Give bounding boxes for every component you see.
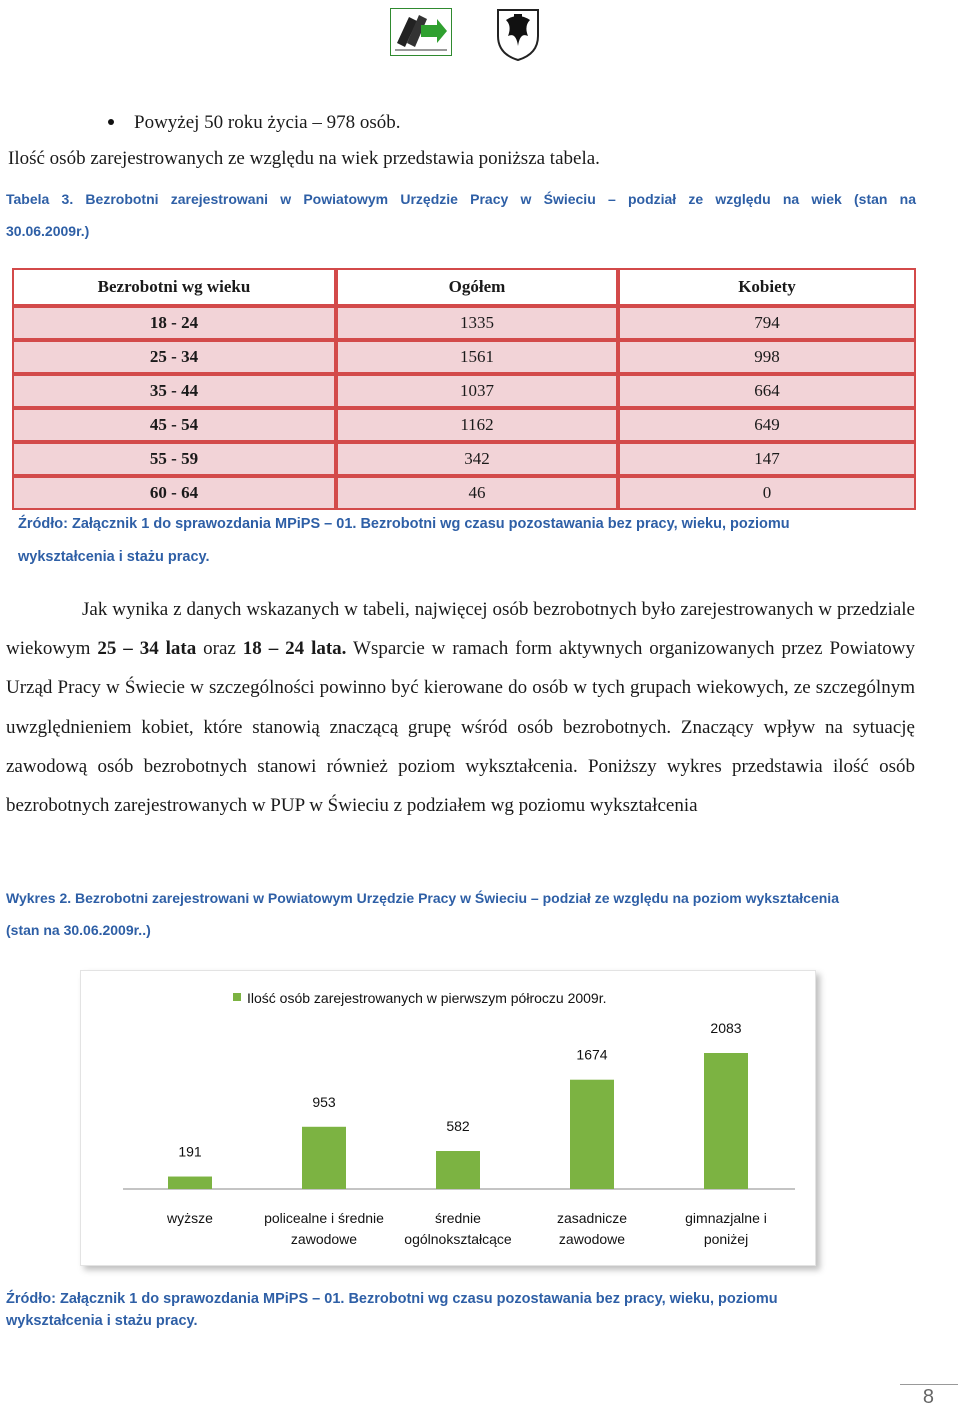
total-cell: 1335 — [336, 306, 618, 340]
age-range-cell: 25 - 34 — [12, 340, 336, 374]
source-line: Źródło: Załącznik 1 do sprawozdania MPiPS – 01. Bezrobotni wg czasu pozostawania bez pracy, wieku, poziomu — [18, 516, 790, 532]
table-header-row — [12, 268, 916, 306]
body-paragraph — [6, 590, 915, 825]
table-row — [12, 476, 916, 510]
age-range-cell: 45 - 54 — [12, 408, 336, 442]
category-label: gimnazjalne i — [685, 1210, 767, 1226]
category-label: zasadnicze — [556, 1210, 628, 1226]
total-cell: 1162 — [336, 408, 618, 442]
paragraph-text: Wsparcie w ramach form aktywnych organizowanych przez Powiatowy Urząd Pracy w Świecie w szczególności powinno być kierowane do osób w tych grupach wiekowych, ze szczególnym uwzględnieniem kobiet, które stanowią znaczącą grupę wśród osób bezrobotnych. Znaczący wpływ na sytuację zawodową osób bezrobotnych stanowi również poziom wykształcenia. Poniższy wykres przedstawia ilość osób bezrobotnych zarejestrowanych w PUP w Świeciu z podziałem wg poziomu wykształcenia — [6, 638, 915, 817]
category-label: policealne i średnie — [264, 1210, 384, 1226]
chart-source-note — [6, 1288, 906, 1332]
women-cell: 147 — [618, 442, 916, 476]
legend-swatch — [233, 993, 241, 1001]
chart-caption: Wykres 2. Bezrobotni zarejestrowani w Powiatowym Urzędzie Pracy w Świeciu – podział ze względu na poziom wykształcenia — [6, 890, 839, 906]
paragraph-highlight: 18 – 24 lata. — [242, 638, 347, 660]
table-row — [12, 306, 916, 340]
paragraph-highlight: 25 – 34 lata — [97, 638, 197, 660]
age-table — [12, 268, 916, 510]
category-label: poniżej — [703, 1231, 749, 1247]
bullet-item — [108, 112, 400, 134]
data-label: 582 — [446, 1118, 470, 1135]
bar — [704, 1053, 748, 1189]
category-label: wyższe — [167, 1210, 213, 1226]
table-row — [12, 408, 916, 442]
page-number-rule — [900, 1384, 958, 1385]
employment-office-logo — [390, 8, 452, 56]
education-bar-chart — [80, 970, 816, 1266]
age-range-cell: 35 - 44 — [12, 374, 336, 408]
data-label: 2083 — [710, 1020, 742, 1036]
age-range-cell: 60 - 64 — [12, 476, 336, 510]
bullet-dot-icon — [108, 119, 114, 125]
column-header: Ogółem — [336, 268, 618, 306]
table-row — [12, 374, 916, 408]
table-row — [12, 340, 916, 374]
category-label: ogólnokształcące — [404, 1231, 512, 1247]
bar — [302, 1127, 346, 1189]
bar — [168, 1177, 212, 1189]
total-cell: 1561 — [336, 340, 618, 374]
table-caption-continued: 30.06.2009r.) — [6, 223, 90, 239]
paragraph-text: oraz — [196, 638, 243, 660]
header-logos — [390, 6, 550, 62]
data-label: 1674 — [576, 1046, 608, 1063]
women-cell: 794 — [618, 306, 916, 340]
women-cell: 0 — [618, 476, 916, 510]
category-label: zawodowe — [290, 1231, 358, 1247]
chart-caption-continued: (stan na 30.06.2009r..) — [6, 922, 151, 938]
source-line: Źródło: Załącznik 1 do sprawozdania MPiPS – 01. Bezrobotni wg czasu pozostawania bez pracy, wieku, poziomu — [6, 1291, 778, 1307]
total-cell: 342 — [336, 442, 618, 476]
table-row — [12, 442, 916, 476]
total-cell: 46 — [336, 476, 618, 510]
data-label: 953 — [312, 1093, 336, 1110]
bar — [436, 1151, 480, 1189]
data-label: 191 — [178, 1143, 202, 1160]
bullet-text: Powyżej 50 roku życia – 978 osób. — [134, 112, 401, 133]
women-cell: 664 — [618, 374, 916, 408]
legend-label: Ilość osób zarejestrowanych w pierwszym półroczu 2009r. — [247, 990, 607, 1006]
paragraph-text: Jak wynika z danych wskazanych w tabeli, najwięcej osób bezrobotnych było zarejestrowanych w przedziale wiekowym — [6, 599, 915, 660]
table-source-note — [18, 508, 898, 574]
age-range-cell: 55 - 59 — [12, 442, 336, 476]
total-cell: 1037 — [336, 374, 618, 408]
page-number: 8 — [922, 1386, 934, 1408]
intro-sentence: Ilość osób zarejestrowanych ze względu na wiek przedstawia poniższa tabela. — [8, 148, 600, 169]
bar — [570, 1080, 614, 1189]
age-range-cell: 18 - 24 — [12, 306, 336, 340]
column-header: Bezrobotni wg wieku — [12, 268, 336, 306]
source-line: wykształcenia i stażu pracy. — [6, 1313, 198, 1329]
category-label: średnie — [435, 1210, 481, 1226]
chart-canvas — [81, 971, 815, 1265]
county-coat-of-arms-icon — [494, 6, 542, 62]
women-cell: 649 — [618, 408, 916, 442]
category-label: zawodowe — [558, 1231, 626, 1247]
source-line: wykształcenia i stażu pracy. — [18, 549, 210, 565]
column-header: Kobiety — [618, 268, 916, 306]
table-caption: Tabela 3. Bezrobotni zarejestrowani w Powiatowym Urzędzie Pracy w Świeciu – podział ze względu na wiek (stan na — [6, 191, 916, 207]
women-cell: 998 — [618, 340, 916, 374]
